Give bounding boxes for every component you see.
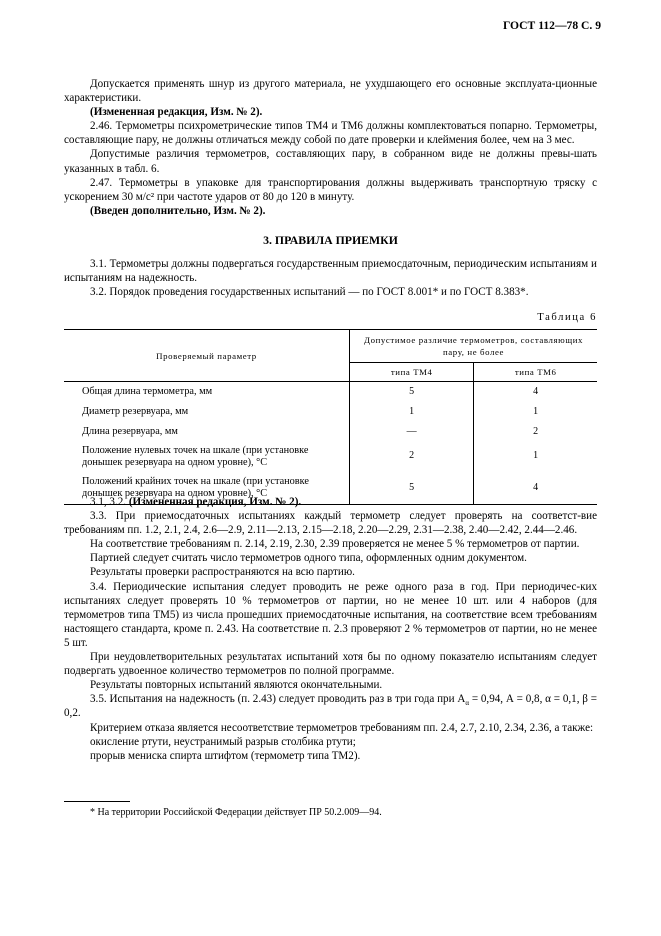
row-tm4: 5 (350, 382, 474, 401)
paragraph: Результаты повторных испытаний являются окончательными. (90, 679, 383, 692)
table-row (64, 440, 597, 471)
paragraph: Допустимые различия термометров, составляющих пару, в собранном виде не должны превы-шать указанных в табл. 6. (64, 148, 597, 175)
paragraph: Партией следует считать число термометров одного типа, оформленных одним документом. (90, 552, 527, 565)
paragraph: При неудовлетворительных результатах испытаний хотя бы по одному показателю испытаниям следует подвергать удвоенное количество термометров по полной программе. (64, 651, 597, 678)
paragraph-3-2: 3.2. Порядок проведения государственных испытаний — по ГОСТ 8.001* и по ГОСТ 8.383*. (90, 286, 529, 299)
paragraph: Критерием отказа является несоответствие термометров требованиям пп. 2.4, 2.7, 2.10, 2.34, 2.36, а также: (90, 721, 594, 734)
table-caption: Таблица 6 (537, 312, 597, 323)
paragraph-3-4: 3.4. Периодические испытания следует проводить не реже одного раза в год. При периодичес-ких испытаниях следует проверять 10 % термометров от партии, но не менее 10 шт. или 4 наборов (для термометров типа ТМ5) из числа прошедших приемосдаточные испытания, на соответствие всем требованиям настоящего стандарта, кроме п. 2.43. На соответствие п. 2.3 проверяют 2 % термометров от партии, но не менее 5 шт. (64, 580, 597, 649)
section-title: 3. ПРАВИЛА ПРИЕМКИ (263, 233, 398, 247)
table-row (64, 420, 597, 440)
table-6-block (64, 311, 597, 505)
table-row (64, 400, 597, 420)
paragraph-2-47: 2.47. Термометры в упаковке для транспортирования должны выдерживать транспортную тряску с ускорением 30 м/с² при частоте ударов от 80 до 120 в минуту. (64, 176, 597, 203)
page-header: ГОСТ 112—78 С. 9 (502, 19, 601, 32)
after-table-block (64, 495, 597, 763)
row-tm6: 1 (474, 440, 597, 471)
row-tm4: — (350, 420, 474, 440)
list-item: прорыв мениска спирта штифтом (термометр типа ТМ2). (90, 749, 361, 762)
header-param: Проверяемый параметр (64, 330, 350, 382)
section-intro (64, 257, 597, 299)
amendment-note: (Измененная редакция, Изм. № 2). (90, 106, 263, 119)
subscript: α (465, 699, 470, 708)
row-tm4: 2 (350, 440, 474, 471)
amendment-note (64, 495, 597, 509)
row-tm6: 4 (474, 382, 597, 401)
list-item: окисление ртути, неустранимый разрыв столбика ртути; (90, 735, 356, 748)
paragraph-3-3: 3.3. При приемосдаточных испытаниях каждый термометр следует проверять на соответст-вие требованиям пп. 1.2, 2.1, 2.4, 2.6—2.9, 2.11—2.13, 2.15—2.18, 2.20—2.29, 2.31—2.38, 2.40—2.42, 2.44—2.46. (64, 510, 597, 537)
amendment-note: (Введен дополнительно, Изм. № 2). (90, 204, 266, 217)
paragraph-3-1: 3.1. Термометры должны подвергаться государственным приемосдаточным, периодическим испытаниям и испытаниям на надежность. (64, 258, 597, 285)
header-tm4: типа ТМ4 (350, 363, 474, 382)
clause-ref: 3.1, 3.2. (90, 496, 127, 508)
row-tm6: 1 (474, 400, 597, 420)
amendment-text: (Измененная редакция, Изм. № 2). (128, 496, 302, 508)
header-group: Допустимое различие термометров, составляющих пару, не более (350, 330, 598, 363)
row-tm6: 4 (474, 471, 597, 505)
row-tm4: 1 (350, 400, 474, 420)
top-block (64, 77, 597, 218)
row-param: Диаметр резервуара, мм (82, 406, 189, 418)
footnote-divider (64, 801, 130, 802)
row-param: Положение нулевых точек на шкале (при установке донышек резервуара на одном уровне), °С (82, 445, 309, 469)
row-param: Длина резервуара, мм (82, 426, 178, 438)
paragraph: На соответствие требованиям п. 2.14, 2.19, 2.30, 2.39 проверяется не менее 5 % термометров от партии. (90, 538, 580, 551)
text-part: 3.5. Испытания на надежность (п. 2.43) следует проводить раз в три года при А (90, 693, 466, 706)
paragraph-3-5 (64, 692, 597, 720)
text-part: = 0,94, А = 0,8, α = 0,1, β = 0,2. (64, 693, 597, 720)
table-row (64, 382, 597, 401)
row-tm6: 2 (474, 420, 597, 440)
paragraph: Допускается применять шнур из другого материала, не ухудшающего его основные эксплуата-ционные характеристики. (64, 78, 597, 105)
row-tm4: 5 (350, 471, 474, 505)
row-param: Общая длина термометра, мм (82, 386, 213, 398)
paragraph: Результаты проверки распространяются на всю партию. (90, 566, 355, 579)
table-6 (64, 329, 597, 505)
header-tm6: типа ТМ6 (474, 363, 597, 382)
footnote: * На территории Российской Федерации действует ПР 50.2.009—94. (90, 807, 382, 818)
row-param: Положений крайних точек на шкале (при установке донышек резервуара на одном уровне), °С (64, 471, 350, 505)
paragraph-2-46: 2.46. Термометры психрометрические типов ТМ4 и ТМ6 должны комплектоваться попарно. Термометры, составляющие пару, не должны отличаться между собой по дате проверки и клеймения более, чем на 3 мес. (64, 120, 597, 147)
